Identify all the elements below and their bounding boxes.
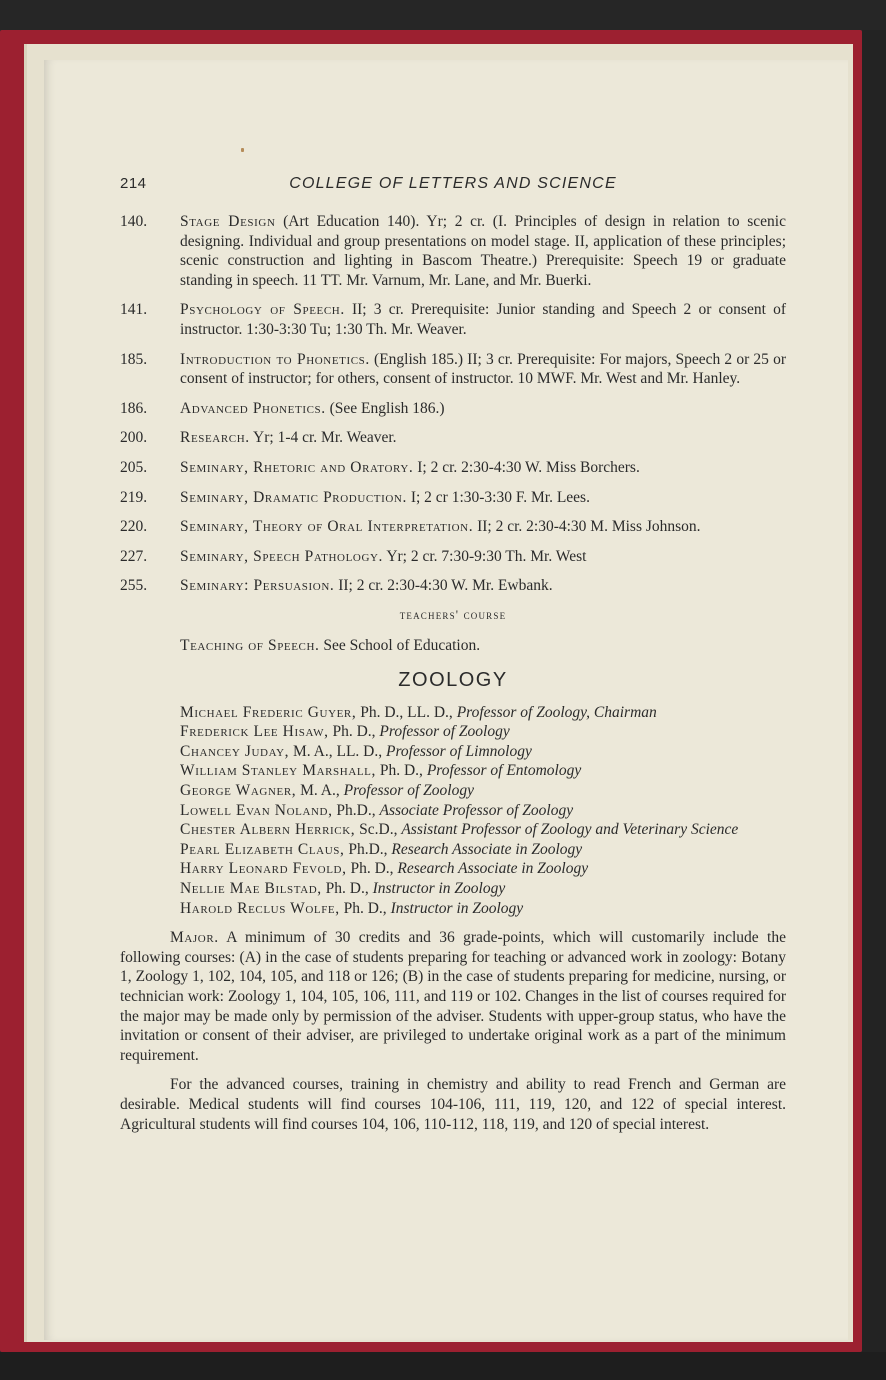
faculty-degrees: M. A., (296, 782, 344, 800)
teaching-of-speech (120, 636, 786, 656)
faculty-name: Nellie Mae Bilstad, (180, 880, 322, 898)
faculty-member (120, 879, 786, 899)
course-details: Yr; 1-4 cr. Mr. Weaver. (249, 429, 397, 447)
teachers-course-heading: teachers' course (399, 607, 507, 622)
course-title: Psychology of Speech. (180, 301, 345, 319)
faculty-member (120, 820, 786, 840)
course-description (180, 547, 786, 567)
faculty-name: Chancey Juday, (180, 742, 290, 760)
course-description (180, 458, 786, 478)
faculty-title: Professor of Limnology (386, 742, 532, 760)
faculty-title: Associate Professor of Zoology (379, 801, 574, 819)
page-content (120, 174, 786, 1144)
scan-top-background (0, 0, 886, 30)
course-details: II; 2 cr. 2:30-4:30 W. Mr. Ewbank. (334, 577, 553, 595)
faculty-name: Frederick Lee Hisaw, (180, 723, 329, 741)
course-number: 140. (120, 213, 148, 230)
major-text: A minimum of 30 credits and 36 grade-points, which will customarily include the following courses: (A) in the case of students preparing for teaching or advanced work in zoology: Botany 1, Zoology 1, 102, 104, 105, and 118 or 126; (B) in the case of students preparing for medicine, nursing, or technician work: Zoology 1, 104, 105, 106, 111, and 119 or 102. Changes in the list of courses required for the major may be made only by permission of the adviser. Students with upper-group status, who have the invitation or consent of their adviser, are privileged to undertake original work as a part of the minimum requirement. (120, 929, 786, 1064)
course-title: Introduction to Phonetics. (180, 350, 370, 368)
page-number: 214 (120, 175, 147, 192)
course-details: II; 3 cr. Prerequisite: Junior standing and Speech 2 or consent of instructor. 1:30-3:30 Tu; 1:30 Th. Mr. Weaver. (180, 301, 786, 338)
faculty-title: Professor of Entomology (426, 762, 582, 780)
faculty-member (120, 742, 786, 762)
faculty-name: George Wagner, (180, 782, 297, 800)
faculty-degrees: M. A., LL. D., (289, 742, 386, 760)
course-number: 227. (120, 547, 148, 565)
faculty-member (120, 781, 786, 801)
faculty-title: Research Associate in Zoology (391, 840, 583, 858)
course-description (180, 517, 786, 537)
scan-right-edge (862, 30, 886, 1380)
scan-bottom-background (0, 1352, 886, 1380)
course-entry (120, 428, 786, 448)
course-description (180, 576, 786, 596)
course-number: 255. (120, 577, 148, 595)
course-entry (120, 547, 786, 567)
faculty-title: Assistant Professor of Zoology and Veterinary Science (401, 821, 739, 839)
course-number: 186. (120, 399, 148, 417)
course-details: (English 185.) II; 3 cr. Prerequisite: For majors, Speech 2 or 25 or consent of instructor; for others, consent of instructor. 10 MWF. Mr. West and Mr. Hanley. (180, 350, 786, 388)
course-description (180, 212, 786, 290)
course-number: 205. (120, 458, 148, 476)
faculty-name: Harold Reclus Wolfe, (180, 899, 340, 917)
faculty-title: Professor of Zoology (343, 782, 474, 800)
course-title: Seminary, Dramatic Production. (180, 488, 407, 506)
faculty-name: Pearl Elizabeth Claus, (180, 840, 345, 858)
course-title: Seminary: Persuasion. (180, 577, 335, 595)
page-speck (241, 148, 244, 152)
faculty-title: Instructor in Zoology (390, 899, 524, 917)
course-number: 141. (120, 301, 148, 319)
course-entry (120, 399, 786, 419)
faculty-member (120, 840, 786, 860)
course-details: I; 2 cr. 2:30-4:30 W. Miss Borchers. (413, 458, 640, 476)
faculty-title: Instructor in Zoology (372, 880, 506, 898)
department-title: ZOOLOGY (398, 669, 508, 692)
page-header (120, 174, 786, 198)
faculty-title: Professor of Zoology (379, 723, 510, 741)
course-description (180, 428, 786, 448)
course-details: (See English 186.) (325, 399, 445, 417)
faculty-name: William Stanley Marshall, (180, 762, 376, 780)
course-title: Seminary, Theory of Oral Interpretation. (180, 518, 474, 536)
course-description (180, 350, 786, 389)
course-number: 185. (120, 350, 148, 368)
faculty-degrees: Sc.D., (355, 821, 402, 839)
faculty-degrees: Ph. D., (339, 899, 391, 917)
faculty-name: Lowell Evan Noland, (180, 801, 333, 819)
faculty-degrees: Ph. D., LL. D., (356, 703, 457, 721)
faculty-degrees: Ph.D., (332, 801, 380, 819)
course-entry (120, 576, 786, 596)
faculty-member (120, 801, 786, 821)
faculty-member (120, 899, 786, 919)
faculty-name: Michael Frederic Guyer, (180, 703, 357, 721)
faculty-member (120, 859, 786, 879)
advanced-paragraph: For the advanced courses, training in chemistry and ability to read French and German are desirable. Medical students will find courses 104-106, 111, 119, 120, and 122 of special interest. Agricultural students will find courses 104, 106, 110-112, 118, 119, and 120 of special interest. (120, 1076, 786, 1133)
major-lead: Major. (170, 929, 219, 947)
faculty-member (120, 722, 786, 742)
course-entry (120, 458, 786, 478)
faculty-degrees: Ph.D., (344, 840, 392, 858)
faculty-degrees: Ph. D., (321, 880, 373, 898)
faculty-name: Chester Albern Herrick, (180, 821, 356, 839)
course-title: Stage Design (180, 213, 276, 230)
teaching-title: Teaching of Speech. (180, 636, 320, 654)
faculty-member (120, 761, 786, 781)
course-title: Seminary, Speech Pathology. (180, 547, 384, 565)
course-description (180, 488, 786, 508)
faculty-degrees: Ph. D., (375, 762, 427, 780)
faculty-title: Professor of Zoology, Chairman (456, 703, 657, 721)
course-list (120, 212, 786, 596)
course-description (180, 399, 786, 419)
course-title: Advanced Phonetics. (180, 399, 326, 417)
course-entry (120, 350, 786, 389)
faculty-member (120, 703, 786, 723)
course-title: Research. (180, 429, 250, 447)
running-head: COLLEGE OF LETTERS AND SCIENCE (289, 175, 617, 192)
faculty-name: Harry Leonard Fevold, (180, 860, 347, 878)
course-entry (120, 488, 786, 508)
faculty-degrees: Ph. D., (346, 860, 398, 878)
course-details: II; 2 cr. 2:30-4:30 M. Miss Johnson. (473, 518, 701, 536)
course-entry (120, 517, 786, 537)
course-details: I; 2 cr 1:30-3:30 F. Mr. Lees. (406, 488, 590, 506)
faculty-list (120, 703, 786, 919)
course-entry (120, 300, 786, 339)
faculty-title: Research Associate in Zoology (397, 860, 589, 878)
course-title: Seminary, Rhetoric and Oratory. (180, 458, 414, 476)
major-paragraph (120, 928, 786, 1065)
course-details: (Art Education 140). Yr; 2 cr. (I. Principles of design in relation to scenic designing. Individual and group presentations on model stage. II, application of these principles; scenic construction and lighting in Bascom Theatre.) Prerequisite: Speech 19 or graduate standing in speech. 11 TT. Mr. Varnum, Mr. Lane, and Mr. Buerki. (180, 213, 786, 289)
course-entry (120, 212, 786, 290)
course-number: 220. (120, 518, 148, 536)
course-number: 219. (120, 488, 148, 506)
faculty-degrees: Ph. D., (328, 723, 380, 741)
course-description (180, 300, 786, 339)
course-details: Yr; 2 cr. 7:30-9:30 Th. Mr. West (383, 547, 587, 565)
teaching-text: See School of Education. (319, 636, 481, 654)
course-number: 200. (120, 429, 148, 447)
